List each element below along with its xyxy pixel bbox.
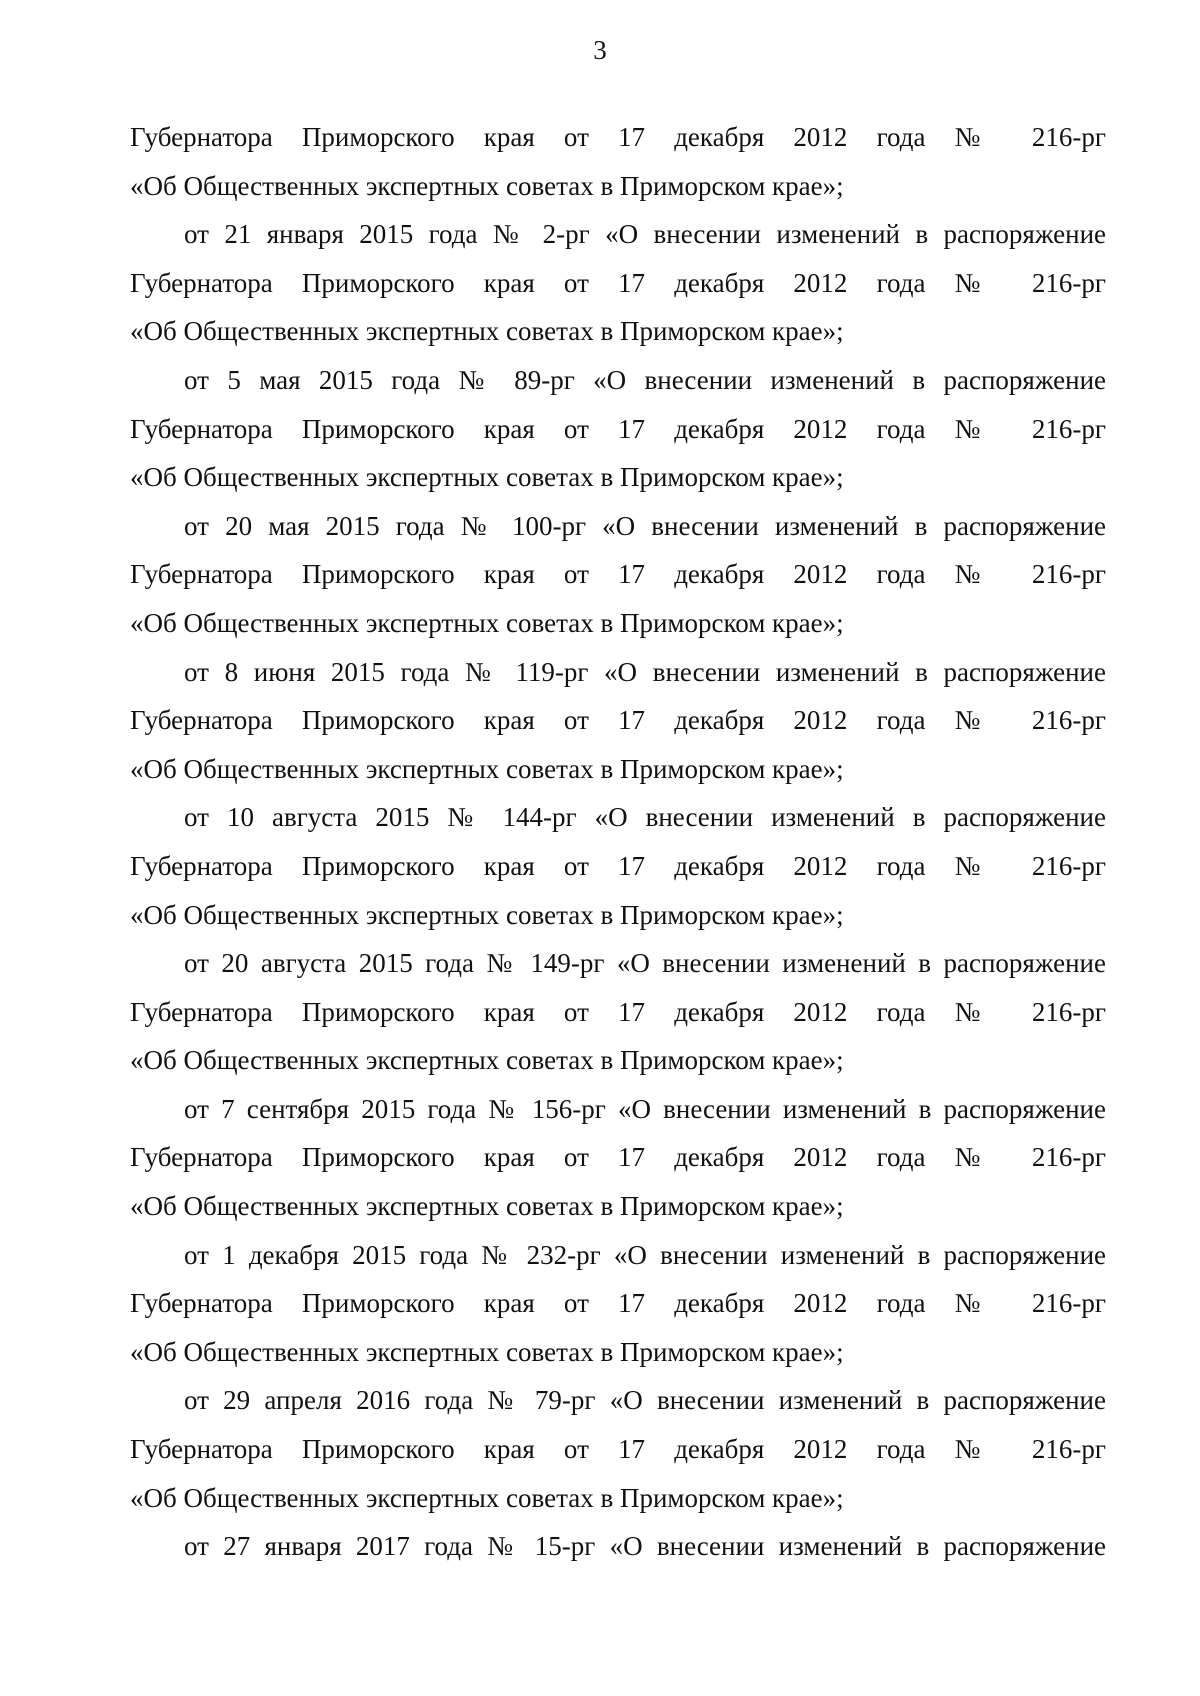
paragraph-first-line: от 20 августа 2015 года № 149-рг «О внесении изменений в распоряжение xyxy=(184,948,1106,979)
paragraph-first-line: от 21 января 2015 года № 2-рг «О внесении изменений в распоряжение xyxy=(184,219,1106,250)
paragraph-first-line: от 5 мая 2015 года № 89-рг «О внесении изменений в распоряжение xyxy=(184,364,1106,395)
document-line: «Об Общественных экспертных советах в Приморском крае»; xyxy=(130,1191,844,1222)
document-line: «Об Общественных экспертных советах в Приморском крае»; xyxy=(130,462,844,493)
paragraph-first-line: от 29 апреля 2016 года № 79-рг «О внесении изменений в распоряжение xyxy=(184,1385,1106,1416)
paragraph-first-line: от 7 сентября 2015 года № 156-рг «О внесении изменений в распоряжение xyxy=(184,1093,1106,1124)
document-line: «Об Общественных экспертных советах в Приморском крае»; xyxy=(130,1336,844,1367)
document-line: Губернатора Приморского края от 17 декабря 2012 года № 216-рг xyxy=(130,122,1106,152)
paragraph-first-line: от 1 декабря 2015 года № 232-рг «О внесении изменений в распоряжение xyxy=(184,1239,1106,1270)
document-line: «Об Общественных экспертных советах в Приморском крае»; xyxy=(130,753,844,784)
document-body xyxy=(130,113,1106,1571)
document-line: Губернатора Приморского края от 17 декабря 2012 года № 216-рг xyxy=(130,1434,1106,1465)
paragraph-first-line: от 20 мая 2015 года № 100-рг «О внесении изменений в распоряжение xyxy=(184,510,1106,541)
document-line: «Об Общественных экспертных советах в Приморском крае»; xyxy=(130,316,844,347)
document-line: «Об Общественных экспертных советах в Приморском крае»; xyxy=(130,607,844,638)
document-line: Губернатора Приморского края от 17 декабря 2012 года № 216-рг xyxy=(130,267,1106,298)
document-line: «Об Общественных экспертных советах в Приморском крае»; xyxy=(130,1482,844,1513)
document-line: Губернатора Приморского края от 17 декабря 2012 года № 216-рг xyxy=(130,413,1106,444)
document-line: Губернатора Приморского края от 17 декабря 2012 года № 216-рг xyxy=(130,850,1106,881)
document-line: «Об Общественных экспертных советах в Приморском крае»; xyxy=(130,899,844,930)
document-line: Губернатора Приморского края от 17 декабря 2012 года № 216-рг xyxy=(130,705,1106,736)
document-line: «Об Общественных экспертных советах в Приморском крае»; xyxy=(130,170,844,201)
paragraph-first-line: от 10 августа 2015 № 144-рг «О внесении изменений в распоряжение xyxy=(184,802,1106,833)
document-line: Губернатора Приморского края от 17 декабря 2012 года № 216-рг xyxy=(130,1142,1106,1173)
page-number: 3 xyxy=(593,35,607,65)
document-line: «Об Общественных экспертных советах в Приморском крае»; xyxy=(130,1045,844,1076)
document-line: Губернатора Приморского края от 17 декабря 2012 года № 216-рг xyxy=(130,559,1106,590)
paragraph-first-line: от 8 июня 2015 года № 119-рг «О внесении изменений в распоряжение xyxy=(184,656,1106,687)
document-line: Губернатора Приморского края от 17 декабря 2012 года № 216-рг xyxy=(130,1288,1106,1319)
paragraph-first-line: от 27 января 2017 года № 15-рг «О внесении изменений в распоряжение xyxy=(184,1531,1106,1562)
document-line: Губернатора Приморского края от 17 декабря 2012 года № 216-рг xyxy=(130,996,1106,1027)
